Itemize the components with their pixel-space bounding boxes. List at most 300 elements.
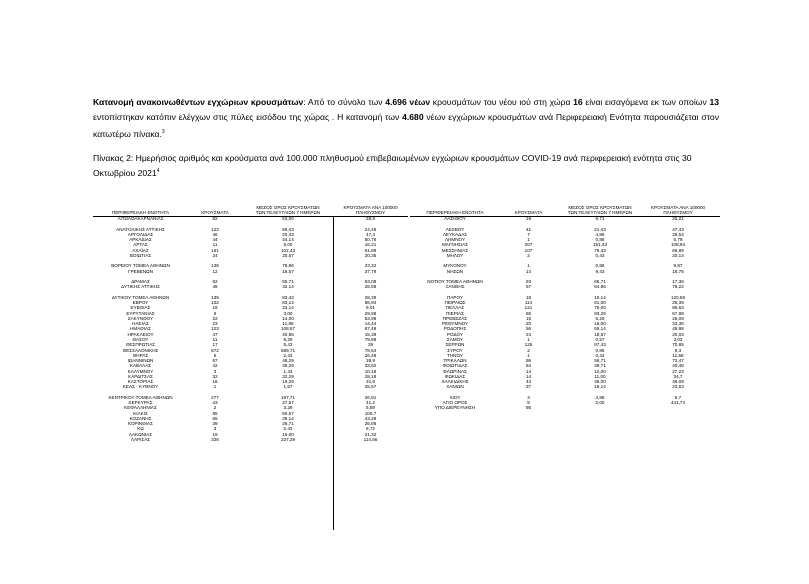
- cases-value: 161: [211, 247, 219, 253]
- cases-value: 44: [212, 237, 218, 243]
- cases-value: 121: [524, 305, 533, 311]
- region-name: ΑΓΙΟ ΟΡΟΣ: [442, 400, 468, 406]
- region-name: ΠΕΙΡΑΙΩΣ: [444, 300, 466, 306]
- cases-value: 86: [525, 405, 532, 411]
- intro-imported: 16: [573, 97, 583, 107]
- per100k-value: 25,57: [364, 384, 377, 390]
- caption-text: Πίνακας 2: Ημερήσιος αριθμός και κρούσματα ανά 100.000 πληθυσμού επιβεβαιωμένων εγχώριων κρουσμάτων COVID-19 ανά περιφερειακή ενότητα στις 30 Οκτωβρίου 2021: [93, 153, 692, 178]
- avg7-value: 11,00: [594, 373, 606, 379]
- avg7-value: 83,43: [282, 294, 294, 300]
- region-name: ΛΕΣΒΟΥ: [445, 226, 465, 232]
- cases-value: 8: [527, 400, 530, 406]
- per100k-value: 28,18: [364, 373, 377, 379]
- per100k-value: 53,98: [364, 315, 377, 321]
- caption-footnote: 4: [156, 168, 160, 174]
- region-name: ΑΡΤΑΣ: [133, 242, 148, 248]
- cases-value: 32: [212, 373, 218, 379]
- avg7-value: 35,29: [282, 363, 294, 369]
- cases-value: 114: [524, 300, 533, 306]
- per100k-value: 14,44: [364, 321, 377, 327]
- intro-text-2: κρουσμάτων του νέου ιού στη χώρα: [430, 97, 574, 107]
- per100k-value: 79,88: [364, 336, 377, 342]
- avg7-value: 83,14: [282, 300, 294, 306]
- avg7-value: 4,86: [595, 394, 605, 400]
- cases-value: 139: [211, 294, 219, 300]
- cases-value: 19: [212, 431, 218, 437]
- region-name: ΦΩΚΙΔΑΣ: [444, 373, 466, 379]
- region-name: ΘΕΣΠΡΩΤΙΑΣ: [125, 342, 156, 348]
- per100k-value: 5,59: [366, 405, 375, 411]
- cases-value: 23: [212, 321, 218, 327]
- avg7-value: 81,00: [594, 300, 606, 306]
- region-name: ΚΑΛΥΜΝΟΥ: [127, 368, 154, 374]
- header-per100k: [333, 205, 408, 215]
- avg7-value: 27,57: [282, 400, 294, 406]
- avg7-value: 0,86: [595, 347, 605, 353]
- avg7-value: 38,14: [282, 415, 294, 421]
- cases-value: 19: [525, 216, 532, 221]
- per100k-value: 20,35: [364, 252, 377, 258]
- avg7-value: 75,00: [594, 305, 606, 311]
- per100k-value: 114,66: [363, 436, 378, 442]
- avg7-value: 44,14: [282, 237, 294, 243]
- avg7-value: 53,00: [282, 216, 294, 221]
- region-name: ΠΙΕΡΙΑΣ: [446, 310, 464, 316]
- region-name: ΚΕΑΣ - ΚΥΘΝΟΥ: [122, 384, 159, 390]
- region-name: ΡΕΘΥΜΝΟΥ: [441, 321, 469, 327]
- per100k-value: 47,4: [366, 231, 375, 237]
- cases-value: 872: [211, 347, 219, 353]
- avg7-value: 20,57: [282, 252, 294, 258]
- per100k-value: 29,54: [672, 231, 684, 237]
- cases-value: 11: [212, 336, 218, 342]
- region-name: ΝΗΣΩΝ: [446, 268, 464, 274]
- per100k-value: 10,19: [364, 368, 377, 374]
- per100k-value: 34,7: [673, 373, 683, 379]
- per100k-value: 26,09: [672, 315, 684, 321]
- region-name: ΦΘΙΩΤΙΔΑΣ: [442, 363, 468, 369]
- avg7-value: 9,43: [595, 268, 605, 274]
- per100k-value: 16,21: [364, 242, 377, 248]
- per100k-value: 9,3: [674, 347, 682, 353]
- cases-value: 102: [211, 300, 219, 306]
- per100k-value: 31,8: [366, 379, 375, 385]
- avg7-value: 55,71: [282, 279, 294, 285]
- region-name: ΛΕΥΚΑΔΑΣ: [442, 231, 468, 237]
- per100k-value: 78,22: [672, 284, 684, 290]
- region-name: ΑΝΑΤΟΛΙΚΗΣ ΑΤΤΙΚΗΣ: [116, 226, 165, 232]
- region-name: ΣΕΡΡΩΝ: [445, 342, 465, 348]
- avg7-value: 18,57: [594, 331, 606, 337]
- avg7-value: 9,29: [283, 336, 293, 342]
- avg7-value: 151,43: [592, 242, 608, 248]
- cases-value: 18: [525, 294, 532, 300]
- cases-value: 19: [212, 305, 218, 311]
- cases-value: 1: [213, 384, 217, 390]
- intro-paragraph: [93, 95, 719, 142]
- avg7-value: 83,29: [594, 310, 606, 316]
- header-per100k-line1: ΚΡΟΥΣΜΑΤΑ ΑΝΑ 100000: [343, 205, 398, 210]
- region-name: ΚΑΣΤΟΡΙΑΣ: [127, 379, 154, 385]
- intro-text-5: νέων εγχώριων κρουσμάτων ανά Περιφερειακή Ενότητα παρουσιάζεται στον κατωτέρω πίνακα.: [93, 112, 719, 139]
- avg7-value: 3,29: [283, 405, 293, 411]
- avg7-value: 79,86: [282, 263, 294, 269]
- per100k-value: 18,75: [672, 268, 684, 274]
- region-name: ΗΜΑΘΙΑΣ: [130, 326, 151, 332]
- avg7-value: 0,43: [595, 252, 605, 258]
- cases-value: 37: [525, 384, 532, 390]
- header-cases: ΚΡΟΥΣΜΑΤΑ: [201, 210, 229, 215]
- region-name: ΓΡΕΒΕΝΩΝ: [128, 268, 153, 274]
- avg7-value: 0,57: [595, 336, 605, 342]
- cases-value: 82: [212, 216, 218, 221]
- per100k-value: 28,58: [364, 284, 377, 290]
- region-name: ΗΡΑΚΛΕΙΟΥ: [127, 331, 154, 337]
- cases-value: 20: [525, 321, 532, 327]
- region-name: ΣΥΡΟΥ: [447, 347, 463, 353]
- header-region: ΠΕΡΙΦΕΡΕΙΑΚΗ ΕΝΟΤΗΤΑ: [111, 210, 170, 215]
- cases-value: 107: [524, 247, 533, 253]
- cases-value: 14: [525, 368, 532, 374]
- avg7-value: 197,71: [280, 394, 296, 400]
- region-name: ΚΑΡΔΙΤΣΑΣ: [128, 373, 153, 379]
- region-name: ΔΥΤΙΚΟΥ ΤΟΜΕΑ ΑΘΗΝΩΝ: [111, 294, 170, 300]
- per100k-value: 29,88: [364, 310, 377, 316]
- region-name: ΑΡΓΟΛΙΔΑΣ: [127, 231, 154, 237]
- avg7-value: 10,14: [594, 294, 606, 300]
- region-name: ΧΑΝΙΩΝ: [446, 384, 464, 390]
- cases-value: 17: [212, 342, 218, 348]
- region-name: ΧΙΟΥ: [449, 394, 461, 400]
- per100k-value: 87,48: [364, 326, 377, 332]
- per100k-value: 43,28: [364, 415, 377, 421]
- per100k-value: 28,39: [364, 294, 377, 300]
- per100k-value: 23,63: [672, 384, 684, 390]
- per100k-value: 38,9: [366, 216, 375, 221]
- cases-value: 123: [211, 326, 219, 332]
- cases-value: 85: [212, 410, 218, 416]
- cases-value: 62: [212, 279, 218, 285]
- table-caption: [93, 152, 719, 180]
- cases-value: 1: [527, 352, 530, 358]
- per100k-value: 70,85: [672, 342, 684, 348]
- avg7-value: 79,43: [594, 247, 606, 253]
- avg7-value: 28,71: [282, 421, 294, 427]
- region-name: ΛΗΜΝΟΥ: [444, 237, 466, 243]
- avg7-value: 1,43: [283, 368, 293, 374]
- cases-value: 43: [212, 400, 218, 406]
- cases-value: 43: [525, 379, 532, 385]
- cases-value: 138: [211, 263, 219, 269]
- per100k-value: 9,87: [673, 263, 683, 269]
- cases-value: 1: [527, 237, 530, 243]
- per100k-value: 23,32: [364, 263, 377, 269]
- cases-value: 95: [525, 358, 532, 364]
- avg7-value: 2,43: [283, 426, 293, 432]
- avg7-value: 40,86: [282, 331, 294, 337]
- cases-value: 67: [212, 358, 218, 364]
- region-name: ΡΟΔΟΥ: [446, 331, 463, 337]
- cases-value: 277: [211, 394, 219, 400]
- avg7-value: 108,57: [280, 326, 296, 332]
- avg7-value: 39,71: [594, 363, 606, 369]
- region-name: ΗΛΕΙΑΣ: [132, 321, 149, 327]
- avg7-value: 15,00: [282, 431, 294, 437]
- cases-value: 39: [212, 421, 218, 427]
- per100k-value: 39: [367, 342, 374, 348]
- cases-value: 46: [212, 284, 218, 290]
- cases-value: 46: [212, 231, 218, 237]
- per100k-value: 26,88: [364, 421, 377, 427]
- cases-value: 42: [212, 363, 218, 369]
- avg7-value: 4,86: [595, 231, 605, 237]
- region-name: ΖΑΚΥΝΘΟΥ: [127, 315, 154, 321]
- avg7-value: 21,43: [594, 226, 606, 232]
- avg7-value: 64,86: [594, 284, 606, 290]
- header-avg7-right: [560, 205, 640, 215]
- region-name: ΣΑΜΟΥ: [446, 336, 464, 342]
- cases-value: 14: [525, 373, 532, 379]
- avg7-value: 0,86: [595, 263, 605, 269]
- cases-value: 87: [525, 284, 532, 290]
- avg7-value: 102,43: [280, 247, 296, 253]
- cases-value: 93: [525, 279, 532, 285]
- region-name: ΔΡΑΜΑΣ: [131, 279, 150, 285]
- per100k-value: 23,36: [672, 321, 684, 327]
- per100k-value: 20,03: [672, 331, 684, 337]
- cases-value: 6: [213, 310, 217, 316]
- region-name: ΛΑΣΙΘΙΟΥ: [444, 216, 466, 221]
- region-name: ΝΟΤΙΟΥ ΤΟΜΕΑ ΑΘΗΝΩΝ: [427, 279, 483, 285]
- per100k-value: 37,79: [364, 268, 377, 274]
- avg7-value: 12,00: [594, 368, 606, 374]
- per100k-value: 39,9: [366, 358, 375, 364]
- avg7-value: 56,71: [594, 358, 606, 364]
- region-name: ΡΟΔΟΠΗΣ: [443, 326, 467, 332]
- region-name: ΤΗΝΟΥ: [447, 352, 463, 358]
- per100k-value: 24,49: [364, 226, 377, 232]
- cases-value: 125: [524, 342, 533, 348]
- cases-value: 2: [527, 347, 530, 353]
- header-avg7-right-line2: ΤΩΝ ΤΕΛΕΥΤΑΙΩΝ 7 ΗΜΕΡΩΝ: [567, 210, 633, 215]
- per100k-value: 3,03: [673, 336, 683, 342]
- region-name: ΕΥΒΟΙΑΣ: [130, 305, 151, 311]
- cases-value: 7: [527, 231, 530, 237]
- cases-value: 15: [525, 315, 532, 321]
- region-name: ΚΙΛΚΙΣ: [133, 410, 148, 416]
- per100k-value: 26,91: [364, 394, 377, 400]
- avg7-value: 3,00: [283, 310, 293, 316]
- avg7-value: 16,57: [282, 268, 294, 274]
- region-name: ΠΡΕΒΕΖΑΣ: [442, 315, 468, 321]
- cases-value: 3: [213, 368, 217, 374]
- avg7-value: 0,86: [595, 237, 605, 243]
- region-name: ΚΑΒΑΛΑΣ: [129, 363, 152, 369]
- avg7-value: 5,00: [283, 242, 293, 248]
- header-per100k-line2: ΠΛΗΘΥΣΜΟΥ: [355, 210, 386, 215]
- region-name: ΚΟΖΑΝΗΣ: [129, 415, 152, 421]
- region-name: ΒΟΙΩΤΙΑΣ: [129, 252, 152, 258]
- region-name: ΘΕΣΣΑΛΟΝΙΚΗΣ: [122, 347, 159, 353]
- per100k-value: 46,09: [672, 379, 684, 385]
- cases-value: 41: [525, 226, 532, 232]
- avg7-value: 23,14: [282, 305, 294, 311]
- per100k-value: 17,36: [672, 279, 684, 285]
- per100k-value: 11,58: [672, 352, 684, 358]
- intro-gates: 13: [709, 97, 719, 107]
- avg7-value: 11,86: [282, 321, 294, 327]
- avg7-value: 9,71: [595, 216, 605, 221]
- per100k-value: 120,59: [670, 294, 686, 300]
- region-name: ΚΩ: [137, 426, 144, 432]
- region-name: ΧΑΛΚΙΔΙΚΗΣ: [441, 379, 469, 385]
- per100k-value: 47,43: [672, 226, 684, 232]
- header-per100k-right: [642, 205, 714, 215]
- region-name: ΚΕΡΚΥΡΑΣ: [128, 400, 153, 406]
- intro-total-new: 4.696 νέων: [385, 97, 431, 107]
- cases-value: 12: [212, 268, 218, 274]
- avg7-value: 55,14: [594, 326, 606, 332]
- region-name: ΚΕΝΤΡΙΚΟΥ ΤΟΜΕΑ ΑΘΗΝΩΝ: [108, 394, 173, 400]
- avg7-value: 5,43: [283, 342, 293, 348]
- per100k-value: 8,72: [366, 426, 375, 432]
- per100k-value: 441,74: [670, 400, 686, 406]
- cases-value: 14: [525, 268, 532, 274]
- per100k-value: 41,2: [366, 400, 375, 406]
- header-per100k-right-line1: ΚΡΟΥΣΜΑΤΑ ΑΝΑ 100000: [650, 205, 706, 210]
- cases-value: 56: [525, 326, 532, 332]
- per100k-value: 72,47: [672, 358, 684, 364]
- per100k-value: 68,94: [364, 300, 377, 306]
- cases-value: 86: [525, 310, 532, 316]
- region-name: ΚΕΦΑΛΛΗΝΙΑΣ: [124, 405, 157, 411]
- cases-value: 24: [525, 331, 532, 337]
- cases-value: 3: [527, 394, 530, 400]
- cases-value: 11: [212, 242, 218, 248]
- per100k-value: 5,79: [673, 237, 683, 243]
- avg7-value: 87,43: [594, 342, 606, 348]
- per100k-value: 63,08: [364, 279, 377, 285]
- cases-value: 16: [212, 379, 218, 385]
- cases-value: 3: [213, 426, 217, 432]
- header-cases-right: ΚΡΟΥΣΜΑΤΑ: [514, 210, 543, 215]
- per100k-value: 40,45: [672, 363, 684, 369]
- cases-value: 207: [524, 242, 533, 248]
- header-avg7-line2: ΤΩΝ ΤΕΛΕΥΤΑΙΩΝ 7 ΗΜΕΡΩΝ: [255, 210, 321, 215]
- header-avg7-line1: ΜΕΣΟΣ ΟΡΟΣ ΚΡΟΥΣΜΑΤΩΝ: [256, 205, 320, 210]
- cases-value: 5: [213, 352, 217, 358]
- region-name: ΠΑΡΟΥ: [447, 294, 463, 300]
- intro-title: Κατανομή ανακοινωθέντων εγχώριων κρουσμάτων: [93, 97, 304, 107]
- header-region-right: ΠΕΡΙΦΕΡΕΙΑΚΗ ΕΝΟΤΗΤΑ: [426, 210, 484, 215]
- avg7-value: 2,43: [283, 352, 293, 358]
- region-name: ΦΛΩΡΙΝΑΣ: [443, 368, 467, 374]
- avg7-value: 19,14: [594, 384, 606, 390]
- per100k-value: 15,39: [364, 331, 377, 337]
- per100k-value: 9,01: [366, 305, 375, 311]
- region-name: ΤΡΙΚΑΛΩΝ: [443, 358, 467, 364]
- table-right-block: [410, 196, 725, 536]
- region-name: ΑΡΚΑΔΙΑΣ: [129, 237, 152, 243]
- header-per100k-right-line2: ΠΛΗΘΥΣΜΟΥ: [663, 210, 693, 215]
- cases-value: 1: [527, 336, 530, 342]
- region-name: ΕΒΡΟΥ: [132, 300, 149, 306]
- region-name: ΥΠΟ ΔΙΕΡΕΥΝΗΣΗ: [434, 405, 476, 411]
- per100k-value: 66,89: [672, 247, 684, 253]
- region-name: ΘΗΡΑΣ: [132, 352, 149, 358]
- avg7-value: 14,00: [282, 315, 294, 321]
- per100k-value: 25,21: [672, 216, 684, 221]
- avg7-value: 60,57: [282, 410, 294, 416]
- cases-value: 65: [212, 415, 218, 421]
- avg7-value: 6,29: [595, 315, 605, 321]
- avg7-value: 66,71: [594, 279, 606, 285]
- per100k-value: 26,48: [364, 352, 377, 358]
- per100k-value: 108,94: [670, 242, 686, 248]
- region-name: ΘΑΣΟΥ: [132, 336, 149, 342]
- avg7-value: 48,29: [282, 358, 294, 364]
- intro-text-3: είναι εισαγόμενα εκ των οποίων: [582, 97, 710, 107]
- avg7-value: 0,43: [595, 352, 605, 358]
- avg7-value: 36,00: [594, 379, 606, 385]
- header-avg7-right-line1: ΜΕΣΟΣ ΟΡΟΣ ΚΡΟΥΣΜΑΤΩΝ: [568, 205, 632, 210]
- intro-text-4: εντοπίστηκαν κατόπιν ελέγχων στις πύλες εισόδου της χώρας . Η κατανομή των: [93, 112, 403, 122]
- cases-value: 123: [211, 226, 219, 232]
- per100k-value: 105,7: [364, 410, 377, 416]
- region-name: ΚΟΡΙΝΘΙΑΣ: [128, 421, 153, 427]
- region-name: ΙΩΑΝΝΙΝΩΝ: [127, 358, 154, 364]
- per100k-value: 21,32: [364, 431, 377, 437]
- region-name: ΑΧΑΪΑΣ: [132, 247, 149, 253]
- intro-footnote: 3: [161, 129, 165, 135]
- avg7-value: 2,00: [595, 400, 605, 406]
- per100k-value: 49,98: [672, 326, 684, 332]
- region-name: ΞΑΝΘΗΣ: [445, 284, 465, 290]
- cases-value: 64: [525, 363, 532, 369]
- region-name: ΒΟΡΕΙΟΥ ΤΟΜΕΑ ΑΘΗΝΩΝ: [111, 263, 170, 269]
- intro-domestic: 4.680: [402, 112, 424, 122]
- per100k-value: 27,23: [672, 368, 684, 374]
- region-name: ΜΗΛΟΥ: [446, 252, 464, 258]
- cases-value: 2: [213, 405, 217, 411]
- cases-value: 22: [212, 315, 218, 321]
- avg7-value: 1,57: [283, 384, 293, 390]
- table-left-block: [93, 196, 408, 536]
- per100k-value: 20,14: [672, 252, 684, 258]
- cases-value: 326: [211, 436, 219, 442]
- cases-value: 47: [212, 331, 218, 337]
- header-avg7: [243, 205, 333, 215]
- intro-text-1: : Από το σύνολο των: [303, 97, 386, 107]
- region-name: ΛΑΚΩΝΙΑΣ: [128, 431, 153, 437]
- region-name: ΜΕΣΣΗΝΙΑΣ: [441, 247, 469, 253]
- region-name: ΕΥΡΥΤΑΝΙΑΣ: [126, 310, 155, 316]
- per100k-value: 5,7: [674, 394, 682, 400]
- per100k-value: 51,89: [364, 247, 377, 253]
- avg7-value: 66,43: [282, 226, 294, 232]
- per100k-value: 67,88: [672, 310, 684, 316]
- region-name: ΜΑΓΝΗΣΙΑΣ: [441, 242, 469, 248]
- avg7-value: 16,00: [594, 321, 606, 327]
- region-name: ΛΑΡΙΣΑΣ: [130, 436, 151, 442]
- cases-value: 2: [527, 252, 530, 258]
- avg7-value: 20,43: [282, 231, 294, 237]
- cases-value: 1: [527, 263, 530, 269]
- cases-value: 24: [212, 252, 218, 258]
- per100k-value: 50,76: [364, 237, 377, 243]
- region-name: ΜΥΚΟΝΟΥ: [443, 263, 467, 269]
- region-name: ΑΙΤΩΛΟΑΚΑΡΝΑΝΙΑΣ: [117, 216, 164, 221]
